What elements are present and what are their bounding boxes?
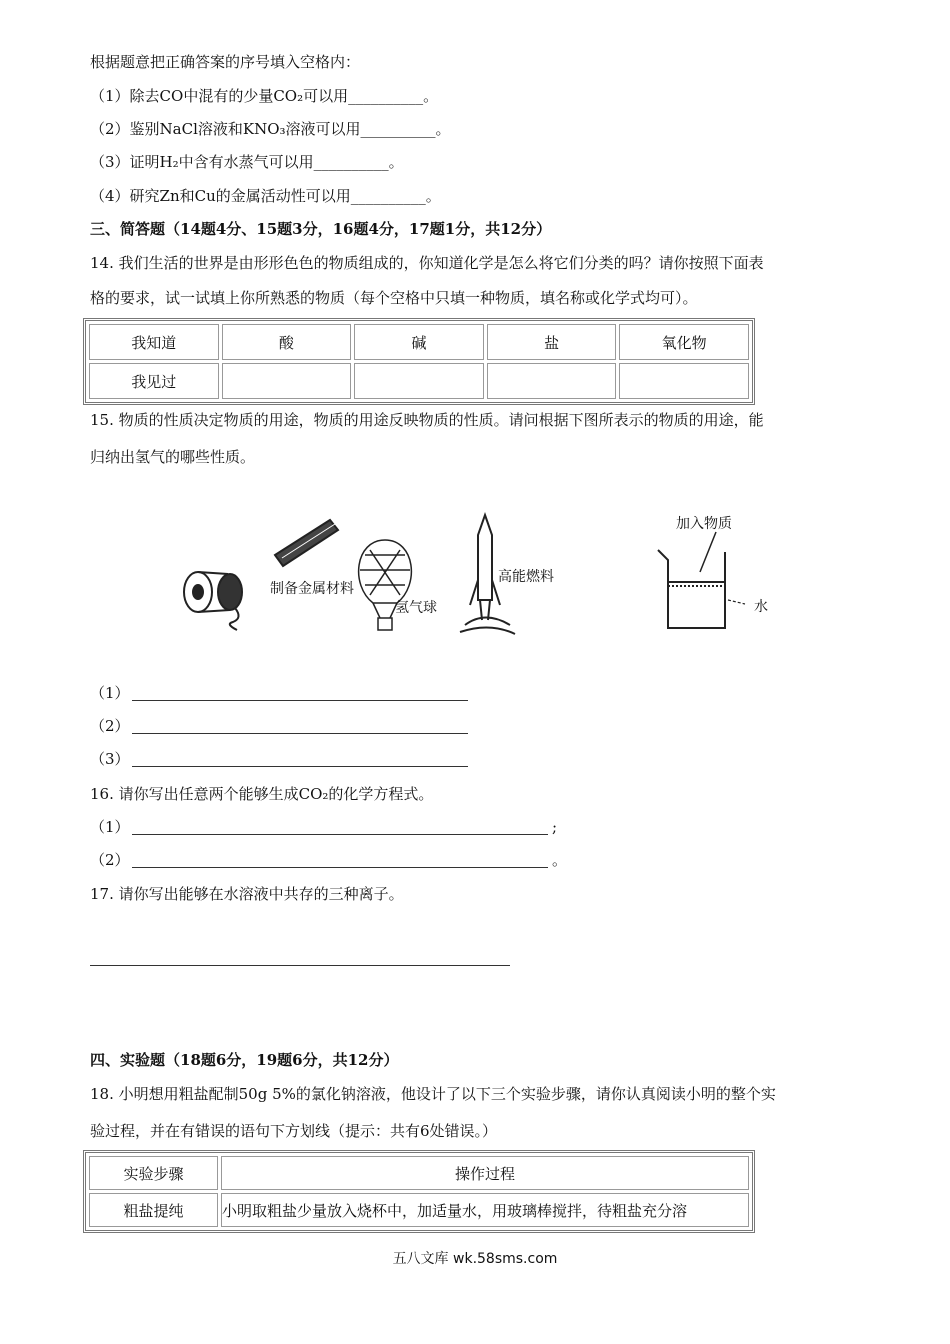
q14-text-line2: 格的要求，试一试填上你所熟悉的物质（每个空格中只填一种物质，填名称或化学式均可）。 (90, 289, 698, 307)
label-high-energy-fuel: 高能燃料 (498, 569, 554, 585)
beaker-icon (658, 532, 745, 628)
table1-header-salt: 盐 (487, 324, 617, 360)
q15-text-line1: 15. 物质的性质决定物质的用途，物质的用途反映物质的性质。请问根据下图所表示的物质的用途，能 (90, 411, 764, 429)
table2-header-step: 实验步骤 (89, 1156, 218, 1190)
metal-bars-icon (275, 514, 338, 566)
table2-header-process: 操作过程 (221, 1156, 749, 1190)
table1-header-base: 碱 (354, 324, 484, 360)
table1-header-know: 我知道 (89, 324, 219, 360)
q16-answer-1-line[interactable] (132, 834, 548, 835)
q13-item-3: （3）证明H₂中含有水蒸气可以用__________。 (90, 153, 404, 171)
q13-item-1: （1）除去CO中混有的少量CO₂可以用__________。 (90, 87, 439, 105)
q15-answer-3-line[interactable] (132, 766, 468, 767)
table2-step-name: 粗盐提纯 (89, 1193, 218, 1227)
table1-header-acid: 酸 (222, 324, 352, 360)
table1-row-label: 我见过 (89, 363, 219, 399)
q15-answer-2-line[interactable] (132, 733, 468, 734)
experiment-table (83, 1150, 755, 1233)
q15-answer-3-label: （3） (90, 750, 130, 768)
q15-answer-1-label: （1） (90, 684, 130, 702)
q16-answer-1-end: ; (552, 818, 558, 836)
label-hydrogen-balloon: 氢气球 (395, 600, 437, 616)
label-metal-materials: 制备金属材料 (270, 581, 354, 597)
q14-text-line1: 14. 我们生活的世界是由形形色色的物质组成的，你知道化学是怎么将它们分类的吗？请你按照下面表 (90, 254, 764, 272)
table1-cell-acid[interactable] (222, 363, 352, 399)
cable-reel-icon (184, 572, 242, 630)
q16-answer-2-label: （2） (90, 851, 130, 869)
q17-text: 17. 请你写出能够在水溶液中共存的三种离子。 (90, 885, 404, 903)
q16-answer-2-line[interactable] (132, 867, 548, 868)
q15-answer-1-line[interactable] (132, 700, 468, 701)
section3-title: 三、简答题（14题4分、15题3分，16题4分，17题1分，共12分） (90, 220, 552, 238)
q16-answer-2-end: 。 (552, 851, 568, 869)
q13-item-2: （2）鉴别NaCl溶液和KNO₃溶液可以用__________。 (90, 120, 451, 138)
table1-cell-oxide[interactable] (619, 363, 749, 399)
q15-answer-2-label: （2） (90, 717, 130, 735)
q15-text-line2: 归纳出氢气的哪些性质。 (90, 448, 256, 466)
instruction-text: 根据题意把正确答案的序号填入空格内： (90, 53, 361, 71)
table1-header-oxide: 氧化物 (619, 324, 749, 360)
table1-cell-base[interactable] (354, 363, 484, 399)
q13-item-4: （4）研究Zn和Cu的金属活动性可以用__________。 (90, 187, 441, 205)
table1-cell-salt[interactable] (487, 363, 617, 399)
q16-answer-1-label: （1） (90, 818, 130, 836)
q18-text-line1: 18. 小明想用粗盐配制50g 5%的氯化钠溶液，他设计了以下三个实验步骤，请你认真阅读小明的整个实 (90, 1085, 776, 1103)
footer-watermark: 五八文库 wk.58sms.com (392, 1251, 558, 1267)
q18-text-line2: 验过程，并在有错误的语句下方划线（提示：共有6处错误。） (90, 1122, 498, 1140)
hydrogen-uses-figure (180, 500, 800, 660)
q17-answer-line[interactable] (90, 965, 510, 966)
label-water: 水 (754, 599, 768, 615)
classification-table (83, 318, 755, 405)
table2-step-process: 小明取粗盐少量放入烧杯中，加适量水，用玻璃棒搅拌，待粗盐充分溶 (221, 1193, 749, 1227)
section4-title: 四、实验题（18题6分，19题6分，共12分） (90, 1051, 399, 1069)
label-add-substance: 加入物质 (676, 516, 732, 532)
q16-text: 16. 请你写出任意两个能够生成CO₂的化学方程式。 (90, 785, 434, 803)
